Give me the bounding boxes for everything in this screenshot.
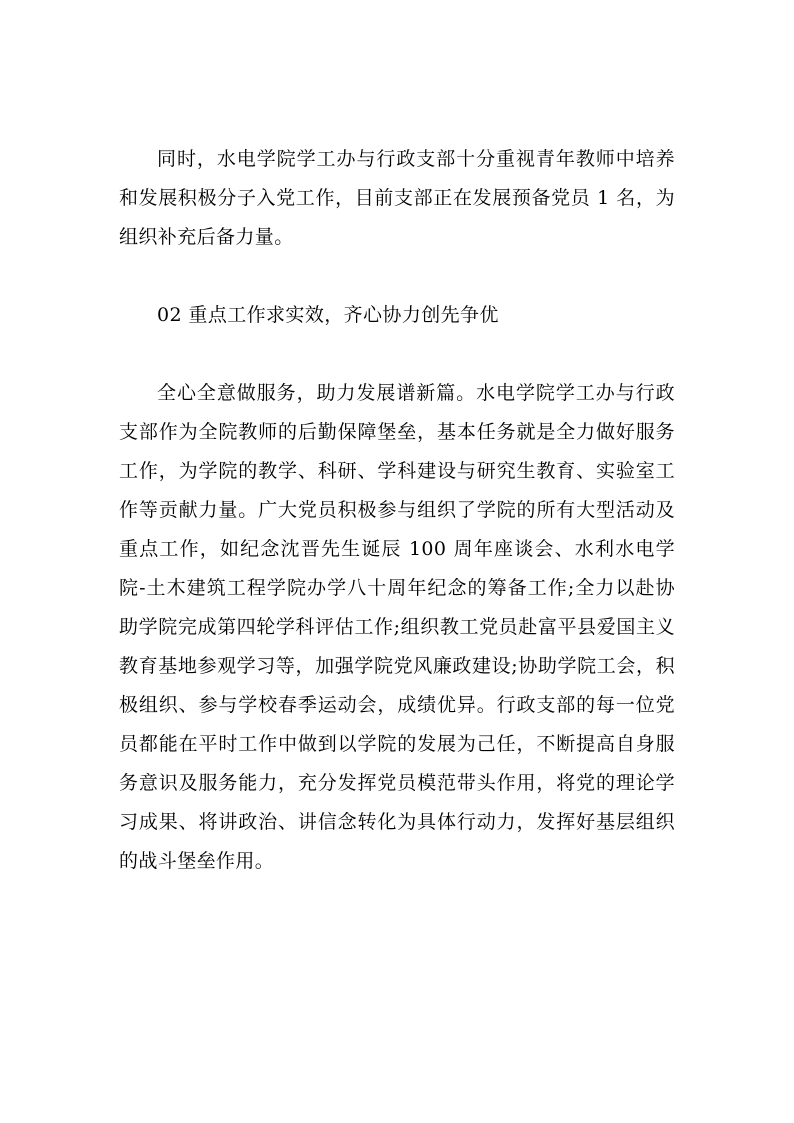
document-body xyxy=(119,140,675,881)
paragraph-youth-party-development: 同时，水电学院学工办与行政支部十分重视青年教师中培养和发展积极分子入党工作，目前支部正在发展预备党员 1 名，为组织补充后备力量。 xyxy=(119,148,675,248)
section-heading-02: 02 重点工作求实效，齐心协力创先争优 xyxy=(157,304,499,326)
paragraph-service-work: 全心全意做服务，助力发展谱新篇。水电学院学工办与行政支部作为全院教师的后勤保障堡垒，基本任务就是全力做好服务工作，为学院的教学、科研、学科建设与研究生教育、实验室工作等贡献力量。广大党员积极参与组织了学院的所有大型活动及重点工作，如纪念沈晋先生诞辰 100 周年座谈会、水利水电学院-土木建筑工程学院办学八十周年纪念的筹备工作;全力以赴协助学院完成第四轮学科评估工作;组织教工党员赴富平县爱国主义教育基地参观学习等，加强学院党风廉政建设;协助学院工会，积极组织、参与学校春季运动会，成绩优异。行政支部的每一位党员都能在平时工作中做到以学院的发展为己任，不断提高自身服务意识及服务能力，充分发挥党员模范带头作用，将党的理论学习成果、将讲政治、讲信念转化为具体行动力，发挥好基层组织的战斗堡垒作用。 xyxy=(119,382,675,872)
